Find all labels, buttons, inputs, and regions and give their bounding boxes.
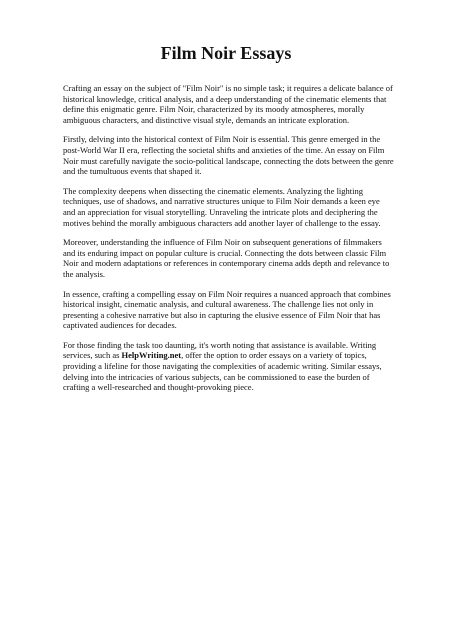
page-title: Film Noir Essays [160, 43, 292, 63]
paragraph-influence: Moreover, understanding the influence of Film Noir on subsequent generations of filmmakers and its enduring impact on popular culture is crucial. Connecting the dots between classic Film Noir and modern adaptations or references in contemporary cinema adds depth and relevance to the analysis. [63, 237, 390, 279]
paragraph-intro: Crafting an essay on the subject of "Film Noir" is no simple task; it requires a delicate balance of historical knowledge, critical analysis, and a deep understanding of the cinematic elements that define this enigmatic genre. Film Noir, characterized by its moody atmospheres, morally ambiguous characters, and distinctive visual style, demands an intricate exploration. [63, 83, 393, 125]
paragraph-historical-context: Firstly, delving into the historical context of Film Noir is essential. This genre emerged in the post-World War II era, reflecting the societal shifts and anxieties of the time. An essay on Film Noir must carefully navigate the socio-political landscape, connecting the dots between the genre and the tumultuous events that shaped it. [63, 134, 394, 177]
essay-body [63, 83, 394, 402]
paragraph-cinematic-elements: The complexity deepens when dissecting the cinematic elements. Analyzing the lighting techniques, use of shadows, and narrative structures unique to Film Noir demands a keen eye and an appreciation for visual storytelling. Unraveling the intricate plots and deciphering the motives behind the morally ambiguous characters add another layer of challenge to the essay. [63, 185, 381, 228]
paragraph-assistance [63, 340, 394, 393]
assistance-text-after: , offer the option to order essays on a variety of topics, providing a lifeline for those navigating the complexities of academic writing. Similar essays, delving into the intricacies of various subjects, can be commissioned to ease the burden of crafting a well-researched and thought-provoking piece. [63, 350, 382, 393]
paragraph-essence: In essence, crafting a compelling essay on Film Noir requires a nuanced approach that combines historical insight, cinematic analysis, and cultural awareness. The challenge lies not only in presenting a cohesive narrative but also in capturing the elusive essence of Film Noir that has captivated audiences for decades. [63, 288, 391, 331]
helpwriting-link[interactable]: HelpWriting.net [121, 350, 182, 361]
assistance-text-before: For those finding the task too daunting, it's worth noting that assistance is available. Writing services, such as [63, 339, 377, 361]
